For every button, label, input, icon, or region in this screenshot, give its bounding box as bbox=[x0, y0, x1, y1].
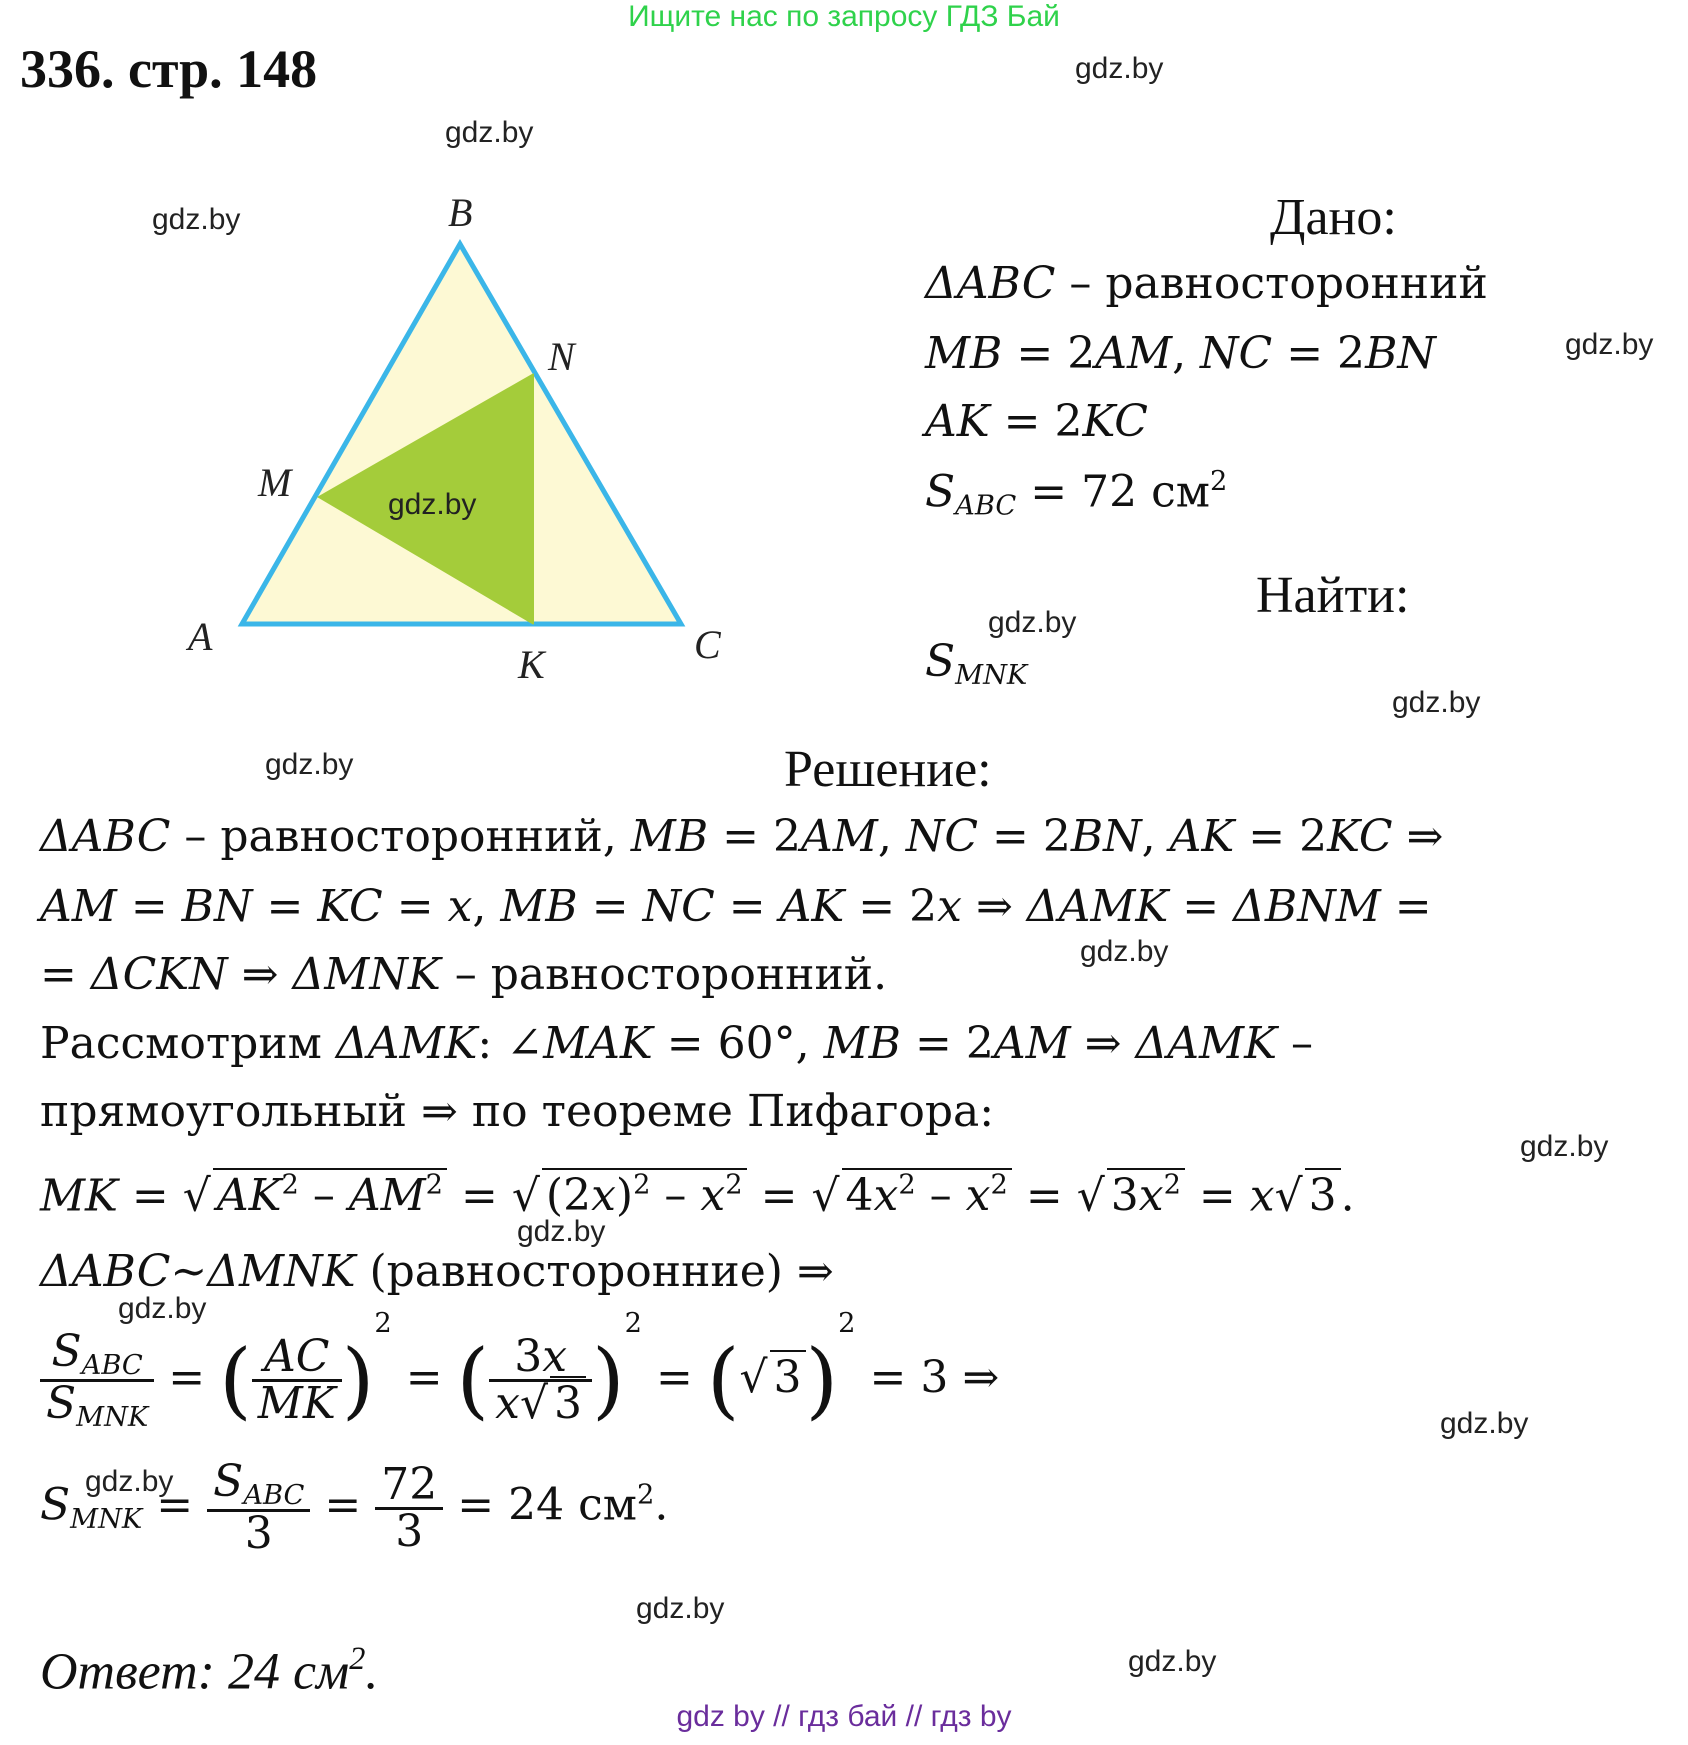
given-line-1-text: – равносторонний bbox=[1069, 258, 1488, 309]
given-area-value: = 72 см bbox=[1030, 466, 1210, 518]
answer-text: Ответ: 24 см bbox=[40, 1643, 350, 1701]
given-line-2: MB = 2AM, NC = 2BN bbox=[925, 328, 1436, 379]
solution-word: равносторонний bbox=[490, 949, 874, 1000]
given-heading: Дано: bbox=[1270, 189, 1397, 246]
vertex-label-m: M bbox=[258, 460, 292, 505]
solution-line-3: = ΔCKN ⇒ ΔMNK – равносторонний. bbox=[40, 949, 888, 1000]
watermark: gdz.by bbox=[1392, 686, 1481, 719]
solution-line-1: ΔABC – равносторонний, MB = 2AM, NC = 2BN, AK = 2KC ⇒ bbox=[40, 811, 1444, 862]
solution-line-5: прямоугольный ⇒ по теореме Пифагора: bbox=[40, 1086, 995, 1137]
triangle-figure bbox=[0, 0, 760, 720]
vertex-label-b: B bbox=[448, 190, 473, 235]
watermark: gdz.by bbox=[1520, 1130, 1609, 1163]
unit-cm: см bbox=[578, 1479, 637, 1531]
watermark: gdz.by bbox=[1075, 52, 1164, 85]
given-line-3: AK = 2KC bbox=[925, 396, 1148, 447]
vertex-label-k: K bbox=[518, 642, 545, 687]
watermark: gdz.by bbox=[1565, 328, 1654, 361]
top-banner: Ищите нас по запросу ГДЗ Бай bbox=[628, 0, 1060, 33]
watermark: gdz.by bbox=[1440, 1407, 1529, 1440]
watermark: gdz.by bbox=[517, 1215, 606, 1248]
solution-line-8: $\frac{S_{ABC}}{S_{MNK}}$ = ( $\frac{AC}{MK}$ )$^2$ = ( $\frac{3x}{x√ 3}$ )$^2$ = (√ 3)$^2$ = 3 ⇒ bbox=[40, 1310, 999, 1431]
watermark: gdz.by bbox=[388, 488, 477, 521]
vertex-label-a: A bbox=[188, 614, 213, 659]
given-line-4: $S_{ABC} = 72$ $см^2$ bbox=[925, 466, 1228, 522]
solution-line-6: MK = √ $AK^2 - AM^2$ = √ $(2x)^2 - x^2$ = √ $4x^2 - x^2$ = √ $3x^2 = x√$ 3. bbox=[40, 1170, 1355, 1222]
solution-heading: Решение: bbox=[784, 741, 992, 798]
watermark: gdz.by bbox=[118, 1292, 207, 1325]
solution-word: равносторонний bbox=[220, 811, 603, 862]
similarity-note: (равносторонние) ⇒ bbox=[369, 1246, 834, 1297]
watermark: gdz.by bbox=[636, 1592, 725, 1625]
watermark: gdz.by bbox=[265, 748, 354, 781]
watermark: gdz.by bbox=[85, 1465, 174, 1498]
solution-line-7: ΔABC~ΔMNK (равносторонние) ⇒ bbox=[40, 1246, 834, 1297]
vertex-label-n: N bbox=[548, 334, 575, 379]
solution-line-9: $S_{MNK}$ = $\frac{S_{ABC}}{3}$ = $\frac{72}{3}$ = 24 $см^2$. bbox=[40, 1456, 669, 1560]
given-line-1: ΔABC – равносторонний bbox=[925, 258, 1488, 309]
watermark: gdz.by bbox=[1128, 1645, 1217, 1678]
watermark: gdz.by bbox=[1080, 935, 1169, 968]
watermark: gdz.by bbox=[988, 606, 1077, 639]
find-line: $S_{MNK}$ bbox=[925, 636, 1028, 692]
answer: Ответ: 24 $см^2$. bbox=[40, 1640, 379, 1701]
watermark: gdz.by bbox=[445, 116, 534, 149]
footer-links: gdz by // гдз бай // гдз by bbox=[676, 1700, 1012, 1733]
consider-text: Рассмотрим bbox=[40, 1018, 322, 1069]
find-heading: Найти: bbox=[1256, 567, 1410, 624]
solution-line-2: AM = BN = KC = x, MB = NC = AK = 2x ⇒ ΔAMK = ΔBNM = bbox=[40, 881, 1432, 932]
watermark: gdz.by bbox=[152, 203, 241, 236]
vertex-label-c: C bbox=[694, 622, 721, 667]
task-title: 336. стр. 148 bbox=[20, 39, 318, 99]
solution-line-4: Рассмотрим ΔAMK: ∠MAK = 60°, MB = 2AM ⇒ ΔAMK – bbox=[40, 1018, 1313, 1069]
